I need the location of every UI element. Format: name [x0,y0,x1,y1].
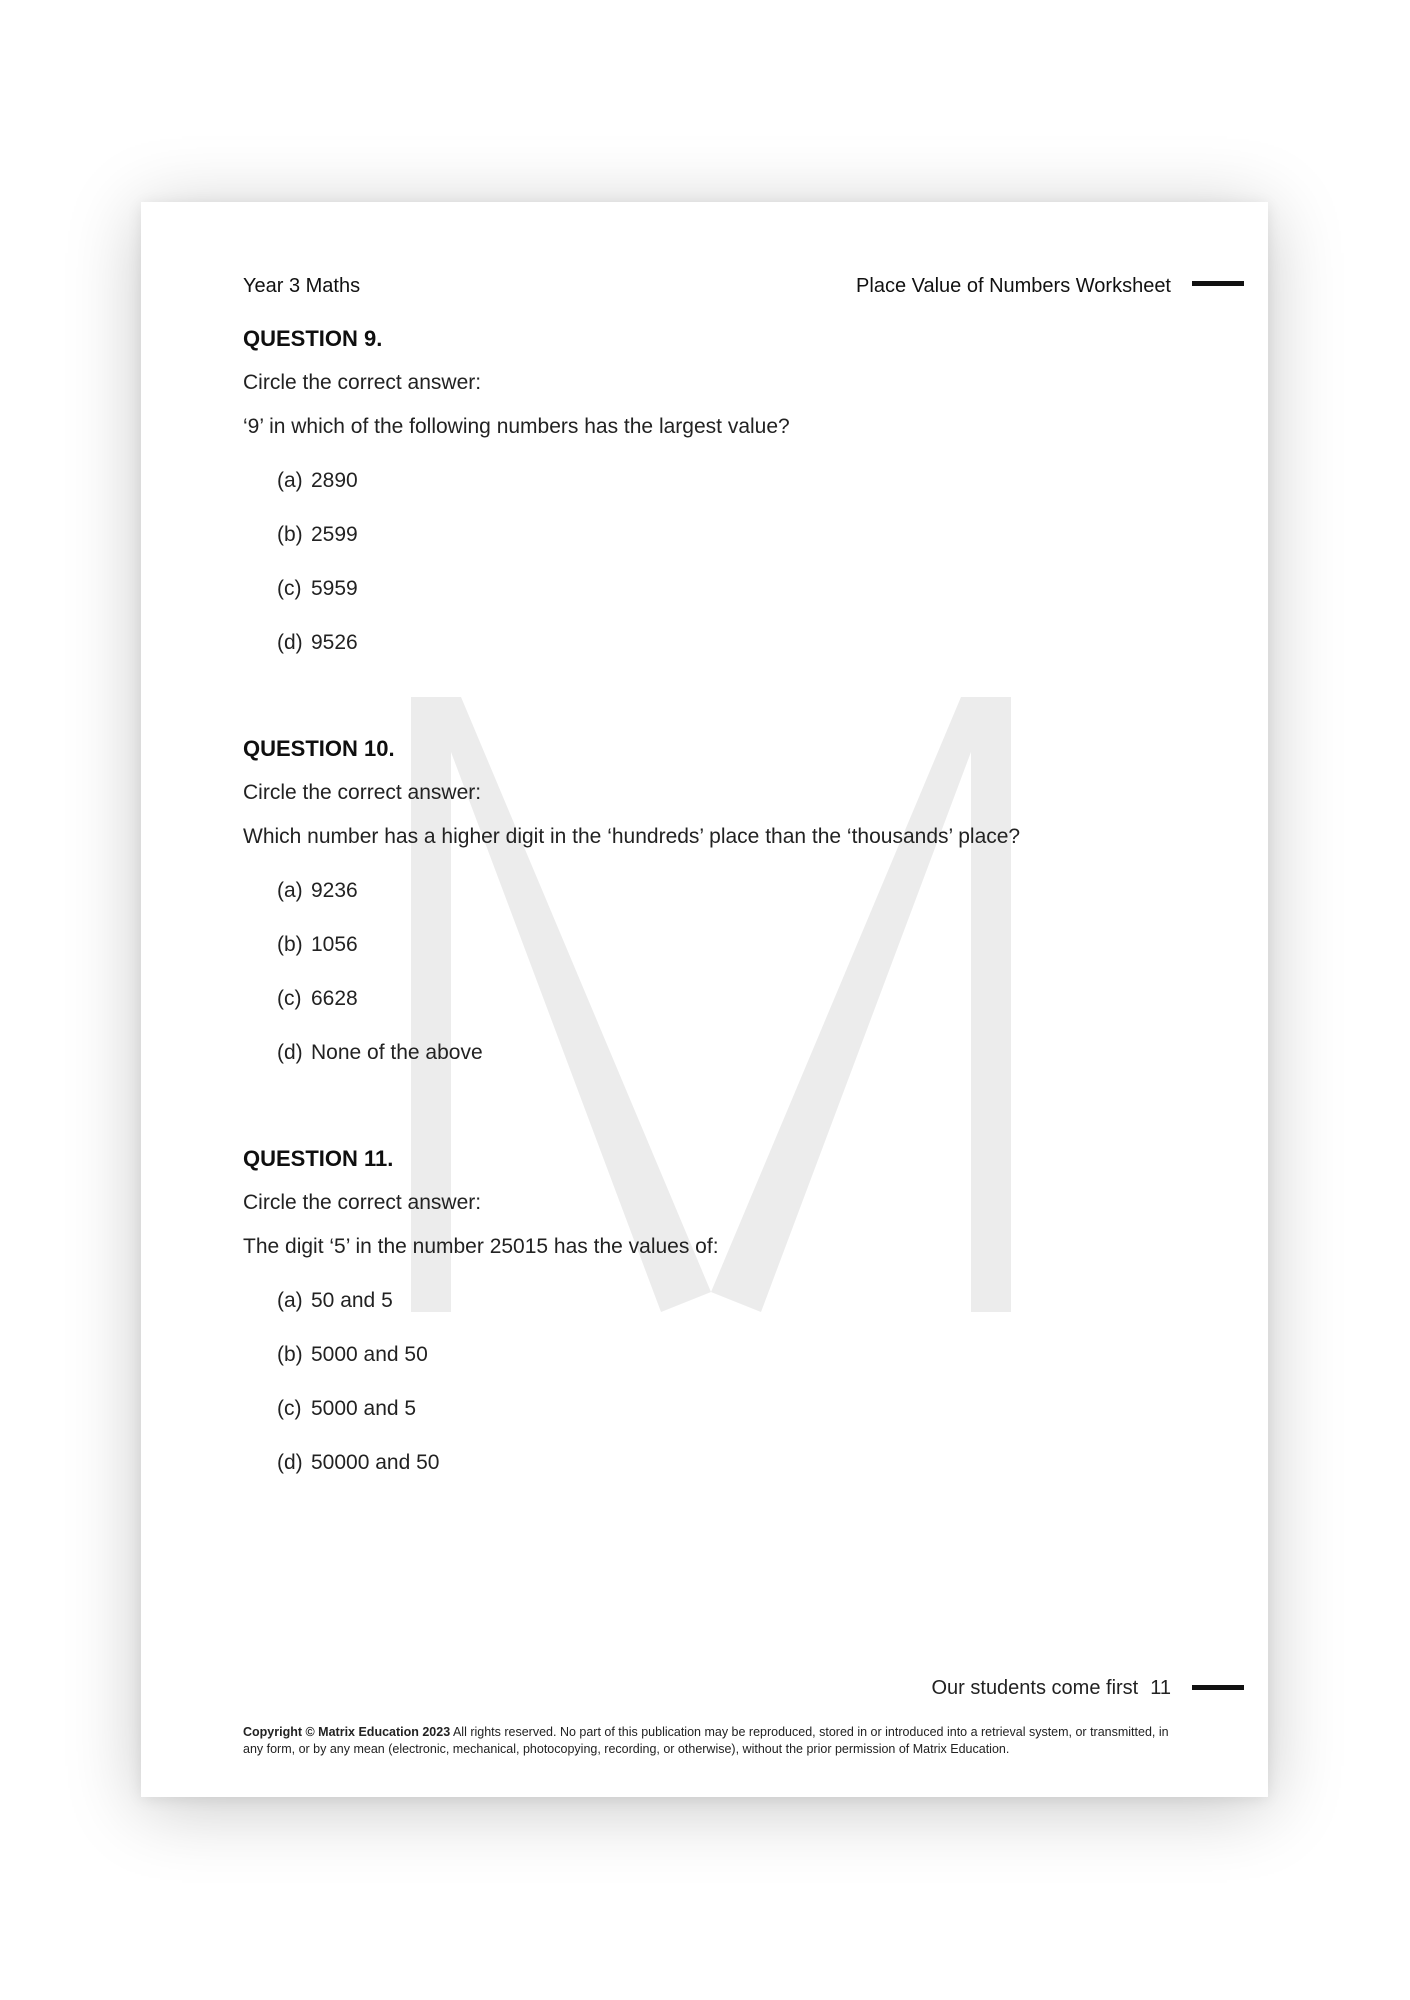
question-11 [243,1142,1173,1490]
option-value: 1056 [311,933,358,956]
option-value: 2890 [311,469,358,492]
answer-option-b[interactable] [243,508,1173,562]
question-instruction: Circle the correct answer: [243,781,482,804]
question-text: ‘9’ in which of the following numbers has the largest value? [243,415,790,438]
questions-container [243,322,1173,1490]
question-title: QUESTION 9. [243,326,383,351]
option-value: 6628 [311,987,358,1010]
answer-option-a[interactable] [243,864,1173,918]
question-10 [243,732,1173,1080]
answer-option-c[interactable] [243,1382,1173,1436]
copyright-holder: Copyright © Matrix Education 2023 [243,1725,451,1739]
option-value: 2599 [311,523,358,546]
option-label: (a) [277,879,303,902]
footer-rule [1192,1685,1244,1690]
question-9 [243,322,1173,670]
answer-option-c[interactable] [243,562,1173,616]
option-label: (a) [277,1289,303,1312]
header-rule [1192,281,1244,286]
question-instruction: Circle the correct answer: [243,1191,482,1214]
option-value: 50000 and 50 [311,1451,440,1474]
option-value: 5959 [311,577,358,600]
course-label: Year 3 Maths [243,275,361,297]
copyright-notice [243,1724,1178,1758]
question-text: Which number has a higher digit in the ‘hundreds’ place than the ‘thousands’ place? [243,825,1021,848]
option-label: (b) [277,933,303,956]
answer-option-d[interactable] [243,616,1173,670]
question-text: The digit ‘5’ in the number 25015 has the values of: [243,1235,719,1258]
answer-option-d[interactable] [243,1026,1173,1080]
answer-option-a[interactable] [243,454,1173,508]
question-instruction: Circle the correct answer: [243,371,482,394]
question-title: QUESTION 10. [243,736,395,761]
option-label: (a) [277,469,303,492]
option-value: 5000 and 5 [311,1397,417,1420]
question-spacer [243,670,1173,732]
option-label: (d) [277,631,303,654]
answer-option-d[interactable] [243,1436,1173,1490]
option-label: (b) [277,523,303,546]
footer-tagline [931,1677,1171,1700]
page-number: 11 [1150,1677,1171,1699]
option-label: (c) [277,987,302,1010]
option-value: 50 and 5 [311,1289,393,1312]
answer-option-b[interactable] [243,918,1173,972]
answer-option-c[interactable] [243,972,1173,1026]
worksheet-page [141,202,1268,1797]
option-value: 5000 and 50 [311,1343,428,1366]
worksheet-title: Place Value of Numbers Worksheet [856,275,1171,297]
option-label: (c) [277,1397,302,1420]
option-value: 9526 [311,631,358,654]
copyright-text: All rights reserved. No part of this publication may be reproduced, stored in or introduced into a retrieval system, or transmitted, in any form, or by any mean (electronic, mechanical, photocopying, recording, or otherwise), without the prior permission of Matrix Education. [243,1725,1169,1756]
option-label: (b) [277,1343,303,1366]
tagline-text: Our students come first [931,1677,1139,1699]
option-label: (d) [277,1451,303,1474]
option-label: (d) [277,1041,303,1064]
option-value: None of the above [311,1041,483,1064]
question-title: QUESTION 11. [243,1146,394,1171]
answer-option-b[interactable] [243,1328,1173,1382]
answer-option-a[interactable] [243,1274,1173,1328]
option-label: (c) [277,577,302,600]
option-value: 9236 [311,879,358,902]
question-spacer [243,1080,1173,1142]
